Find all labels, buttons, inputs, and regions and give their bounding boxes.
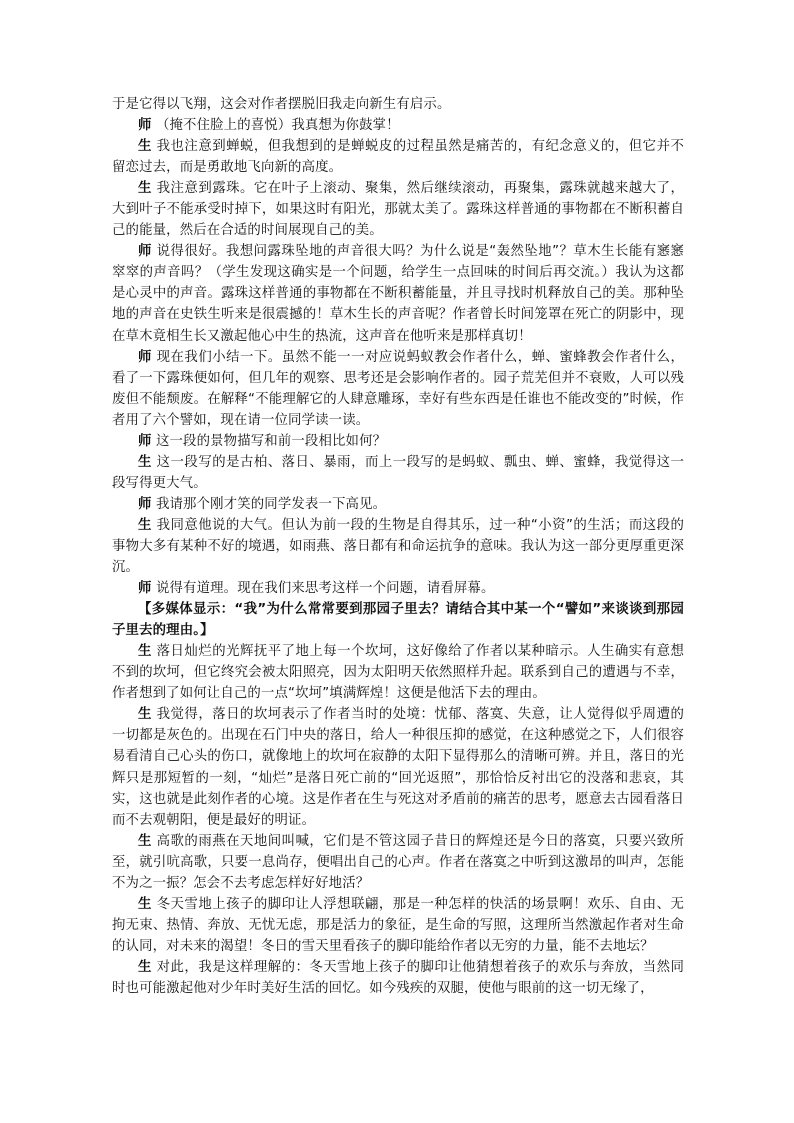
paragraph bbox=[112, 136, 684, 178]
paragraph-text: 我觉得，落日的坎坷表示了作者当时的处境：忧郁、落寞、失意，让人觉得似乎周遭的一切都是灰色的。出现在石门中央的落日，给人一种很压抑的感觉，在这种感觉之下，人们很容易看清自己心头的伤口，就像地上的坎坷在寂静的太阳下显得那么的清晰可辨。并且，落日的光辉只是那短暂的一刻，“灿烂”是落日死亡前的“回光返照”，那恰恰反衬出它的没落和悲哀，其实，这也就是此刻作者的心境。这是作者在生与死这对矛盾前的痛苦的思考，愿意去古园看落日而不去观朝阳，便是最好的明证。 bbox=[112, 707, 684, 828]
paragraph-text: 我同意他说的大气。但认为前一段的生物是自得其乐，过一种“小资”的生活；而这段的事物大多有某种不好的境遇，如雨燕、落日都有和命运抗争的意味。我认为这一部分更厚重更深沉。 bbox=[112, 517, 684, 576]
paragraph bbox=[112, 894, 684, 957]
paragraph bbox=[112, 578, 684, 599]
speaker-label: 生 bbox=[138, 517, 152, 533]
paragraph bbox=[112, 431, 684, 452]
paragraph bbox=[112, 957, 684, 999]
paragraph bbox=[112, 515, 684, 578]
speaker-label: 师 bbox=[138, 244, 152, 260]
paragraph bbox=[112, 494, 684, 515]
paragraph-text: （掩不住脸上的喜悦）我真想为你鼓掌！ bbox=[155, 118, 400, 134]
speaker-label: 生 bbox=[138, 833, 152, 849]
speaker-label: 师 bbox=[138, 349, 152, 365]
paragraph-text: 我请那个刚才笑的同学发表一下高见。 bbox=[155, 496, 387, 512]
speaker-label: 生 bbox=[138, 454, 152, 470]
speaker-label: 生 bbox=[138, 644, 152, 660]
speaker-label: 生 bbox=[138, 896, 152, 912]
paragraph bbox=[112, 599, 684, 641]
paragraph-text: 这一段的景物描写和前一段相比如何？ bbox=[155, 433, 387, 449]
paragraph-text: 冬天雪地上孩子的脚印让人浮想联翩，那是一种怎样的快活的场景啊！欢乐、自由、无拘无束、热情、奔放、无忧无虑，那是活力的象征，是生命的写照，这理所当然激起作者对生命的认同，对未来的渴望！冬日的雪天里看孩子的脚印能给作者以无穷的力量，能不去地坛？ bbox=[112, 896, 684, 954]
speaker-label: 生 bbox=[138, 181, 152, 197]
paragraph-text: 说得有道理。现在我们来思考这样一个问题，请看屏幕。 bbox=[155, 581, 495, 597]
speaker-label: 师 bbox=[138, 118, 152, 134]
paragraph bbox=[112, 831, 684, 894]
paragraph-text: 说得很好。我想问露珠坠地的声音很大吗？为什么说是“轰然坠地”？草木生长能有窸窸窣窣的声音吗？（学生发现这确实是一个问题，给学生一点回味的时间后再交流。）我认为这都是心灵中的声音。露珠这样普通的事物都在不断积蓄能量，并且寻找时机释放自己的美。那种坠地的声音在史铁生听来是很震撼的！草木生长的声音呢？作者曾长时间笼罩在死亡的阴影中，现在草木竟相生长又激起他心中生的热流，这声音在他听来是那样真切！ bbox=[112, 244, 684, 344]
paragraph-text: 我也注意到蝉蜕，但我想到的是蝉蜕皮的过程虽然是痛苦的，有纪念意义的，但它并不留恋过去，而是勇敢地飞向新的高度。 bbox=[112, 139, 684, 176]
paragraph bbox=[112, 347, 684, 431]
speaker-label: 生 bbox=[138, 139, 152, 155]
paragraph-text: 高歌的雨燕在天地间叫喊，它们是不管这园子昔日的辉煌还是今日的落寞，只要兴致所至，就引吭高歌，只要一息尚存，便唱出自己的心声。作者在落寞之中听到这激昂的叫声，怎能不为之一振？怎会不去考虑怎样好好地活？ bbox=[112, 833, 684, 891]
speaker-label: 师 bbox=[138, 581, 152, 597]
media-display-text: 【多媒体显示：“我”为什么常常要到那园子里去？请结合其中某一个“譬如”来谈谈到那园子里去的理由。】 bbox=[112, 602, 684, 639]
speaker-label: 师 bbox=[138, 433, 152, 449]
paragraph-text: 这一段写的是古柏、落日、暴雨，而上一段写的是蚂蚁、瓢虫、蝉、蜜蜂，我觉得这一段写得更大气。 bbox=[112, 454, 684, 491]
paragraph bbox=[112, 641, 684, 704]
paragraph-text: 于是它得以飞翔，这会对作者摆脱旧我走向新生有启示。 bbox=[112, 97, 451, 112]
speaker-label: 师 bbox=[138, 496, 152, 512]
paragraph bbox=[112, 178, 684, 241]
document-body bbox=[112, 94, 684, 999]
paragraph bbox=[112, 704, 684, 830]
paragraph-text: 对此，我是这样理解的：冬天雪地上孩子的脚印让他猜想着孩子的欢乐与奔放，当然同时也可能激起他对少年时美好生活的回忆。如今残疾的双腿，使他与眼前的这一切无缘了， bbox=[112, 959, 684, 996]
paragraph bbox=[112, 452, 684, 494]
paragraph-text: 现在我们小结一下。虽然不能一一对应说蚂蚁教会作者什么，蝉、蜜蜂教会作者什么，看了一下露珠便如何，但几年的观察、思考还是会影响作者的。园子荒芜但并不衰败，人可以残废但不能颓废。在解释“不能理解它的人肆意雕琢，幸好有些东西是任谁也不能改变的”时候，作者用了六个譬如，现在请一位同学读一读。 bbox=[112, 349, 684, 428]
paragraph bbox=[112, 115, 684, 136]
paragraph bbox=[112, 241, 684, 346]
paragraph-text: 我注意到露珠。它在叶子上滚动、聚集，然后继续滚动，再聚集，露珠就越来越大了，大到叶子不能承受时掉下，如果这时有阳光，那就太美了。露珠这样普通的事物都在不断积蓄自己的能量，然后在合适的时间展现自己的美。 bbox=[112, 181, 684, 239]
paragraph bbox=[112, 94, 684, 115]
speaker-label: 生 bbox=[138, 707, 152, 723]
paragraph-text: 落日灿烂的光辉抚平了地上每一个坎坷，这好像给了作者以某种暗示。人生确实有意想不到的坎坷，但它终究会被太阳照亮，因为太阳明天依然照样升起。联系到自己的遭遇与不幸，作者想到了如何让自己的一点“坎坷”填满辉煌！这便是他活下去的理由。 bbox=[112, 644, 684, 702]
speaker-label: 生 bbox=[138, 959, 152, 975]
